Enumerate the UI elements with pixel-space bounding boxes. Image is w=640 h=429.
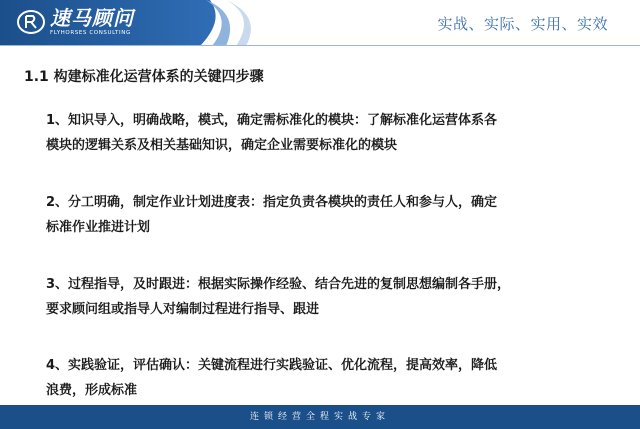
section-heading: 1.1 构建标准化运营体系的关键四步骤: [24, 69, 264, 85]
step-3-line-2: 要求顾问组或指导人对编制过程进行指导、跟进: [46, 302, 320, 317]
header-slogan: 实战、实际、实用、实效: [437, 15, 608, 33]
header: [0, 0, 640, 46]
footer-tagline: 连锁经营全程实战专家: [249, 412, 390, 422]
step-2-line-1: 2、分工明确，制定作业计划进度表：指定负责各模块的责任人和参与人，确定: [46, 195, 498, 210]
footer-bar: [0, 405, 640, 429]
company-logo: [16, 6, 134, 38]
logo-name-cn: 速马顾问: [50, 5, 134, 30]
step-2-line-2: 标准作业推进计划: [46, 220, 151, 235]
step-1: [46, 108, 566, 158]
step-3-line-1: 3、过程指导，及时跟进：根据实际操作经验、结合先进的复制思想编制各手册，: [46, 277, 511, 292]
step-4: [46, 353, 566, 403]
logo-mark-icon: [16, 9, 46, 35]
step-4-line-1: 4、实践验证，评估确认：关键流程进行实践验证、优化流程，提高效率，降低: [46, 358, 498, 373]
step-1-line-2: 模块的逻辑关系及相关基础知识，确定企业需要标准化的模块: [46, 138, 398, 153]
step-2: [46, 190, 566, 240]
step-3: [46, 272, 566, 322]
logo-name-en: FLYHORSES CONSULTING: [50, 29, 131, 36]
step-4-line-2: 浪费，形成标准: [46, 383, 138, 398]
step-1-line-1: 1、知识导入，明确战略，模式，确定需标准化的模块：了解标准化运营体系各: [46, 113, 498, 128]
